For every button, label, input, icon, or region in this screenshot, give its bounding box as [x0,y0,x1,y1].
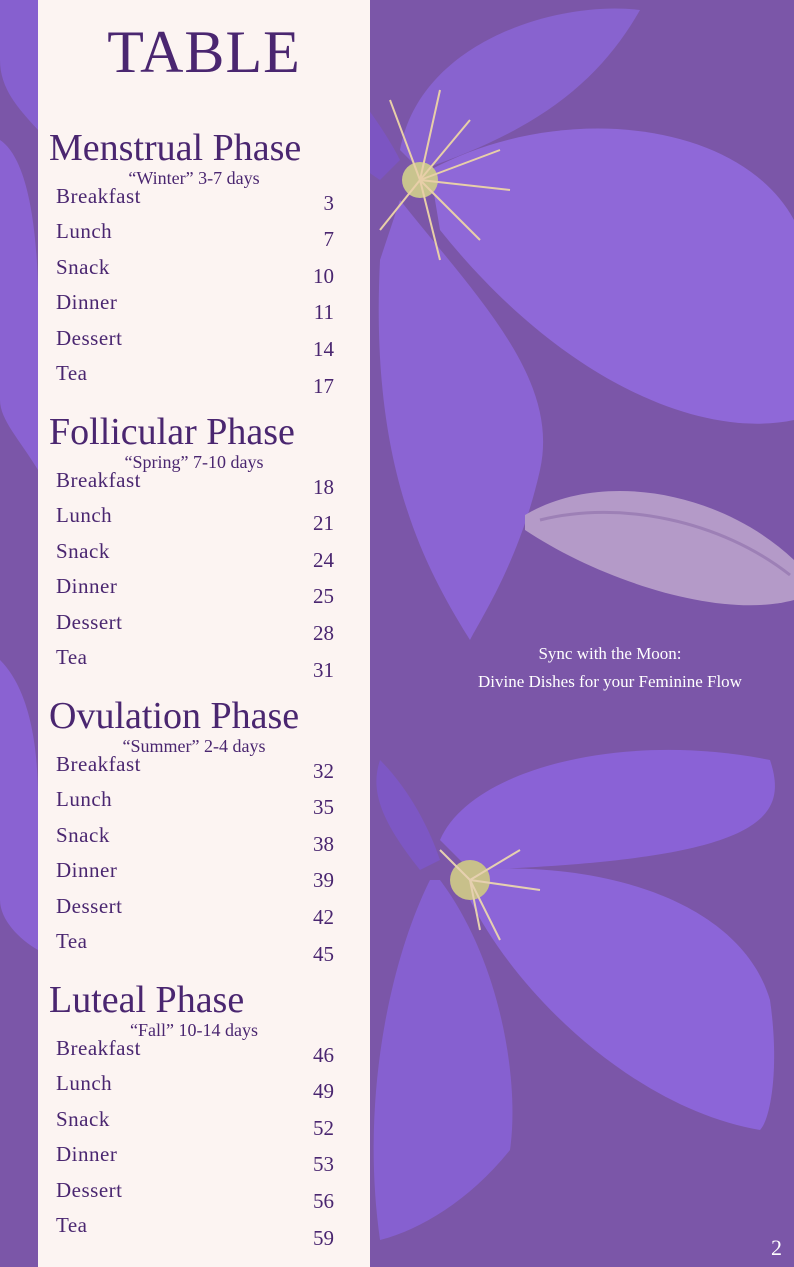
phase-title: Ovulation Phase [49,695,300,737]
meal-entry-page[interactable]: 3 [323,191,334,215]
meal-entry-page[interactable]: 31 [313,658,334,682]
phase-subtitle: “Summer” 2-4 days [122,736,266,756]
meal-entry-label[interactable]: Dessert [56,326,123,350]
meal-entry-page[interactable]: 21 [313,511,334,535]
meal-entry-page[interactable]: 42 [313,905,334,929]
meal-entry-page[interactable]: 10 [313,264,334,288]
tagline-line-1: Sync with the Moon: [538,644,682,663]
meal-entry-label[interactable]: Dinner [56,290,118,314]
phase-subtitle: “Fall” 10-14 days [130,1020,258,1040]
meal-entry-label[interactable]: Dinner [56,1142,118,1166]
meal-entry-label[interactable]: Snack [56,1107,110,1131]
contents-panel [38,0,370,1267]
meal-entry-label[interactable]: Tea [56,929,88,953]
meal-entry-label[interactable]: Dessert [56,894,123,918]
meal-entry-label[interactable]: Lunch [56,787,113,811]
meal-entry-label[interactable]: Dinner [56,574,118,598]
phase-subtitle: “Winter” 3-7 days [128,168,260,188]
phase-subtitle: “Spring” 7-10 days [124,452,264,472]
flower-left-edge [0,0,38,950]
meal-entry-page[interactable]: 24 [313,548,334,572]
meal-entry-page[interactable]: 53 [313,1152,334,1176]
meal-entry-page[interactable]: 25 [313,584,334,608]
meal-entry-page[interactable]: 18 [313,475,334,499]
flower-bottom [374,750,775,1240]
meal-entry-page[interactable]: 59 [313,1226,334,1250]
phase-title: Menstrual Phase [49,127,302,169]
meal-entry-page[interactable]: 17 [313,374,334,398]
meal-entry-page[interactable]: 14 [313,337,334,361]
meal-entry-label[interactable]: Tea [56,1213,88,1237]
meal-entry-page[interactable]: 7 [323,227,334,251]
meal-entry-label[interactable]: Lunch [56,503,113,527]
meal-entry-label[interactable]: Breakfast [56,1036,141,1060]
meal-entry-label[interactable]: Dinner [56,858,118,882]
meal-entry-label[interactable]: Breakfast [56,468,141,492]
meal-entry-label[interactable]: Snack [56,823,110,847]
tagline [440,640,780,696]
meal-entry-page[interactable]: 49 [313,1079,334,1103]
meal-entry-label[interactable]: Breakfast [56,752,141,776]
meal-entry-label[interactable]: Dessert [56,1178,123,1202]
flower-bud [525,491,794,605]
meal-entry-label[interactable]: Dessert [56,610,123,634]
meal-entry-page[interactable]: 39 [313,868,334,892]
page-title: TABLE [107,19,301,85]
meal-entry-page[interactable]: 45 [313,942,334,966]
meal-entry-page[interactable]: 46 [313,1043,334,1067]
meal-entry-label[interactable]: Breakfast [56,184,141,208]
meal-entry-label[interactable]: Snack [56,539,110,563]
meal-entry-page[interactable]: 28 [313,621,334,645]
meal-entry-page[interactable]: 35 [313,795,334,819]
meal-entry-page[interactable]: 52 [313,1116,334,1140]
meal-entry-page[interactable]: 11 [313,300,334,324]
meal-entry-label[interactable]: Snack [56,255,110,279]
tagline-line-2: Divine Dishes for your Feminine Flow [478,672,742,691]
page-number: 2 [771,1235,782,1260]
phase-title: Luteal Phase [49,979,245,1021]
meal-entry-label[interactable]: Lunch [56,1071,113,1095]
meal-entry-page[interactable]: 56 [313,1189,334,1213]
meal-entry-label[interactable]: Tea [56,361,88,385]
meal-entry-page[interactable]: 32 [313,759,334,783]
phase-title: Follicular Phase [49,411,295,453]
meal-entry-label[interactable]: Tea [56,645,88,669]
meal-entry-label[interactable]: Lunch [56,219,113,243]
meal-entry-page[interactable]: 38 [313,832,334,856]
